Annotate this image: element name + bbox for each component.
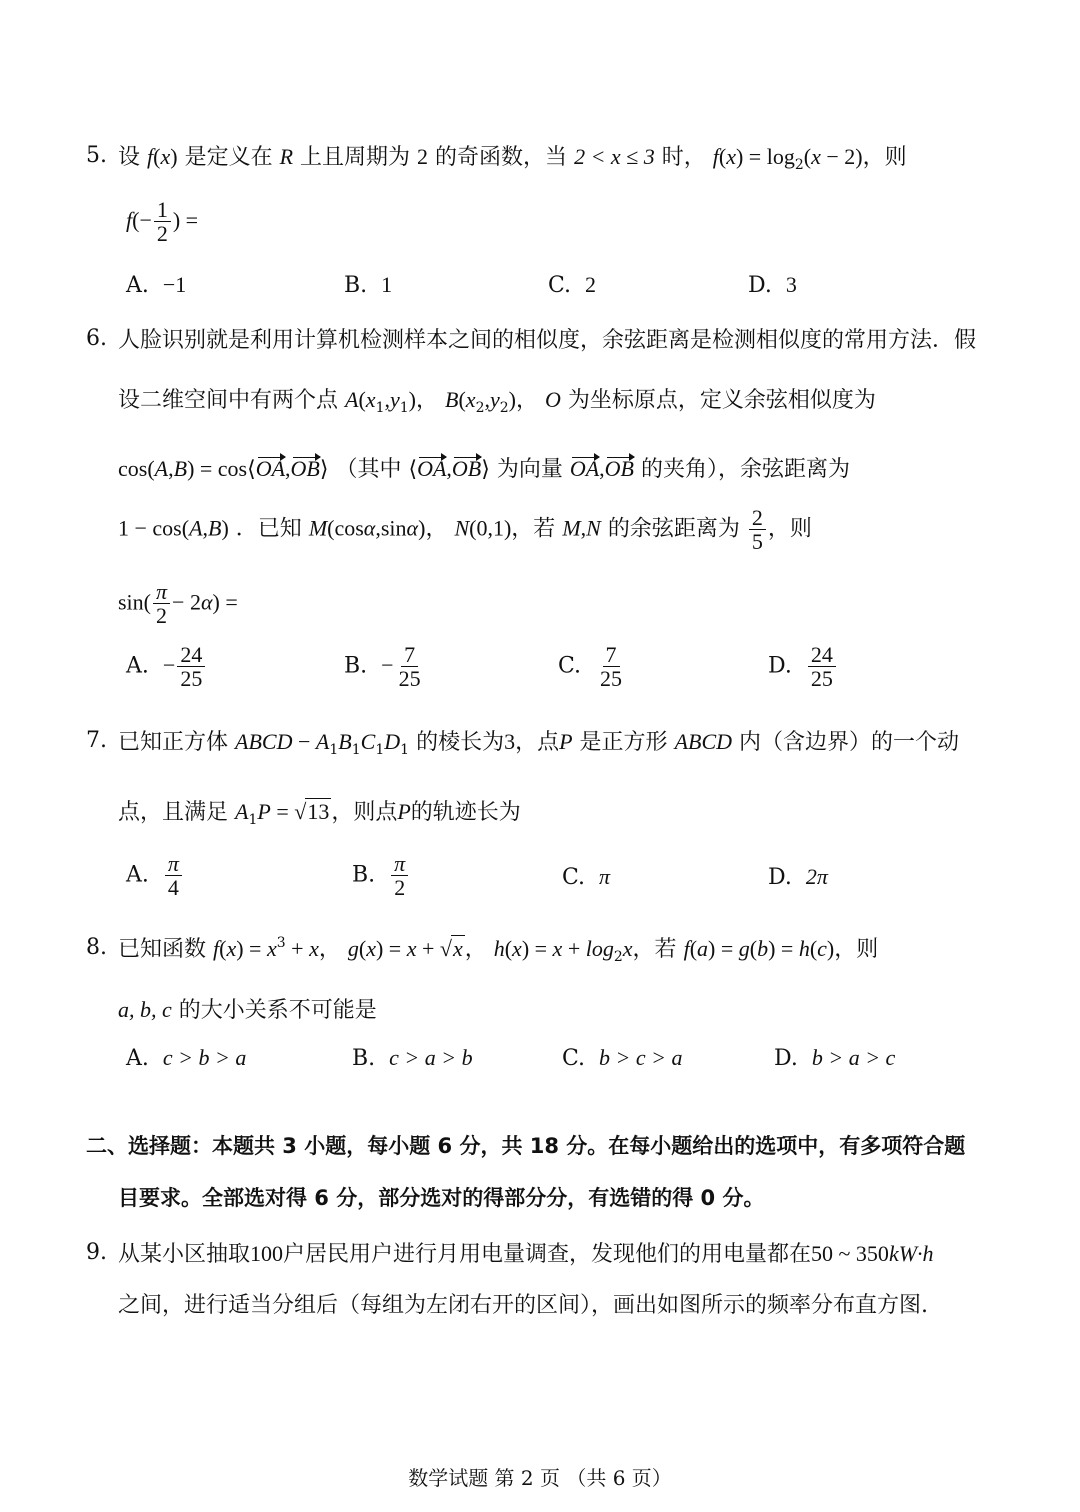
section2-heading-cont: 目要求。全部选对得 6 分，部分选对的得部分分，有选错的得 0 分。 [118,1186,765,1210]
q7-option-d: D. 2π [768,864,828,890]
section2-heading: 二、选择题：本题共 3 小题，每小题 6 分，共 18 分。在每小题给出的选项中，有多项符合题 [86,1134,966,1158]
q9-number: 9. [86,1240,107,1265]
q5-expression: f(− $\frac{1}{2}$ ) = [126,197,199,247]
q5-option-a: A. −1 [126,272,187,298]
q8-option-c: C. b > c > a [562,1045,683,1071]
q8-option-a: A. c > b > a [126,1045,247,1071]
q7-option-c: C. π [562,864,611,890]
q7-number: 7. [86,728,107,753]
q5-option-b: B. 1 [344,272,393,298]
q7-line1: 已知正方体 ABCD − $A_1B_1C_1D_1$ 的棱长为3，点P 是正方形 ABCD 内（含边界）的一个动 [118,729,960,758]
q6-option-b: B. − $\frac{7}{25}$ [344,642,421,692]
q8-line2: a, b, c 的大小关系不可能是 [118,997,377,1023]
q7-line2: 点，且满足 $A_1P = √13$，则点P的轨迹长为 [118,799,521,828]
q5-option-d: D. 3 [748,272,797,298]
q6-line4: 1 − cos(A,B) ．已知 M(cosα,sinα)， N(0,1)，若 M,N 的余弦距离为 $\frac{2}{5}$ ，则 [118,505,812,555]
q7-option-a: A. $\frac{\pi}{4}$ [126,852,184,899]
q9-line1: 从某小区抽取100户居民用户进行月用电量调查，发现他们的用电量都在50 ~ 350kW·h [118,1241,934,1267]
q8-line1: 已知函数 $f(x) = x^3 + x$， g(x) = x + √x， $h(x) = x + \log_2x$，若 f(a) = g(b) = h(c)，则 [118,935,879,965]
q5-line1: 设 f(x) 是定义在 R 上且周期为 2 的奇函数，当 2 < x ≤ 3 时， $f(x) = \log_2(x - 2)$，则 [118,144,907,173]
q5-number: 5. [86,143,107,168]
q6-line2: 设二维空间中有两个点 $A(x_1,y_1)$， $B(x_2,y_2)$， O 为坐标原点，定义余弦相似度为 [118,387,876,416]
page-footer: 数学试题 第 2 页 （共 6 页） [408,1466,672,1490]
q6-option-c: C. $\frac{7}{25}$ [558,642,623,692]
q8-option-d: D. b > a > c [774,1045,896,1071]
q7-option-b: B. $\frac{\pi}{2}$ [352,852,410,899]
q8-number: 8. [86,935,107,960]
q6-number: 6. [86,326,107,351]
q6-option-a: A. − $\frac{24}{25}$ [126,643,207,690]
q9-line2: 之间，进行适当分组后（每组为左闭右开的区间），画出如图所示的频率分布直方图. [118,1293,928,1318]
q6-expression: sin( $\frac{\pi}{2}$ − 2α) = [118,579,238,629]
q6-option-d: D. $\frac{24}{25}$ [768,643,838,690]
q5-option-c: C. 2 [548,272,597,298]
q6-line1: 人脸识别就是利用计算机检测样本之间的相似度，余弦距离是检测相似度的常用方法．假 [118,328,977,353]
q6-line3: cos(A,B) = cos⟨OA,OB⟩ （其中 ⟨OA,OB⟩ 为向量 OA,OB 的夹角），余弦距离为 [118,456,851,482]
q8-option-b: B. c > a > b [352,1045,473,1071]
